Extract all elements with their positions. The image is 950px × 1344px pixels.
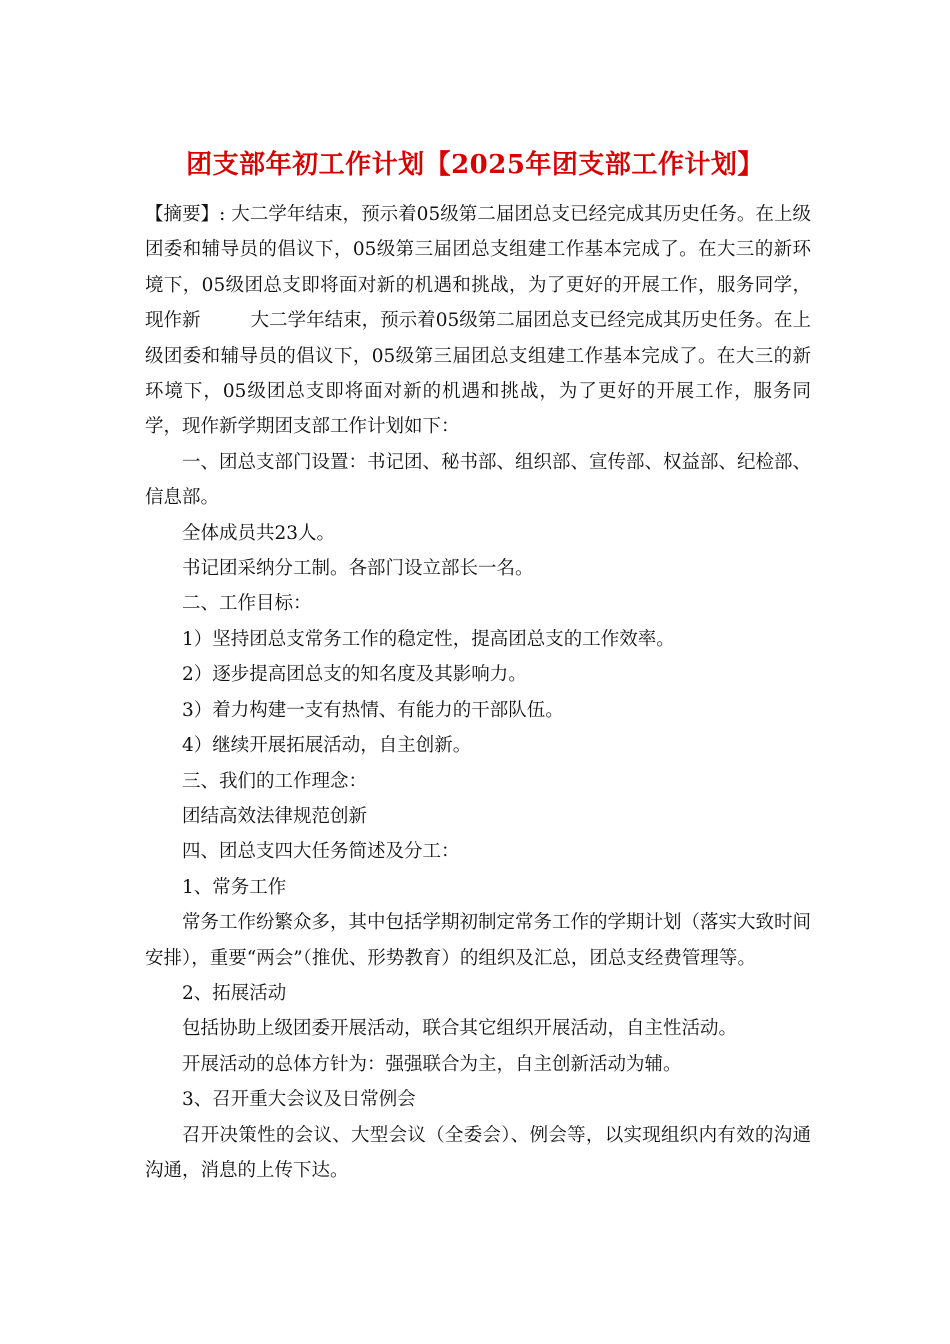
task-heading: 2、拓展活动 — [182, 982, 287, 1004]
section-departments: 一、团总支部门设置：书记团、秘书部、组织部、宣传部、权益部、纪检部、信息部。 — [145, 451, 812, 509]
goal-item: 2）逐步提高团总支的知名度及其影响力。 — [182, 664, 527, 686]
task-heading: 1、常务工作 — [182, 876, 287, 898]
section-philosophy: 三、我们的工作理念： — [182, 770, 368, 792]
goal-item: 3）着力构建一支有热情、有能力的干部队伍。 — [182, 699, 564, 721]
task-description: 包括协助上级团委开展活动，联合其它组织开展活动，自主性活动。 — [182, 1018, 738, 1040]
abstract-continuation: 大二学年结束，预示着05级第二届团总支已经完成其历史任务。在上级团委和辅导员的倡议下，05级第三届团总支组建工作基本完成了。在大三的新环境下，05级团总支即将面对新的机遇和挑战，为了更好的开展工作，服务同学，现作新学期团支部工作计划如下： — [145, 310, 811, 438]
document-title: 团支部年初工作计划【2025年团支部工作计划】 — [186, 150, 764, 180]
division-of-labor: 书记团采纳分工制。各部门设立部长一名。 — [182, 558, 534, 580]
member-count: 全体成员共23人。 — [182, 522, 336, 544]
document-body — [145, 197, 811, 1188]
task-heading: 3、召开重大会议及日常例会 — [182, 1089, 416, 1111]
task-description: 召开决策性的会议、大型会议（全委会）、例会等，以实现组织内有效的沟通沟通，消息的上传下达。 — [145, 1124, 811, 1181]
abstract-paragraph — [145, 197, 811, 445]
philosophy-text: 团结高效法律规范创新 — [182, 805, 368, 827]
goal-item: 4）继续开展拓展活动，自主创新。 — [182, 735, 472, 757]
section-tasks: 四、团总支四大任务简述及分工： — [182, 841, 460, 863]
goal-item: 1）坚持团总支常务工作的稳定性，提高团总支的工作效率。 — [182, 628, 675, 650]
abstract-text: 【摘要】: 大二学年结束，预示着05级第二届团总支已经完成其历史任务。在上级团委和辅导员的倡议下，05级第三届团总支组建工作基本完成了。在大三的新环境下，05级团总支即将面对新的机遇和挑战，为了更好的开展工作，服务同学，现作新 — [145, 204, 811, 332]
task-description: 开展活动的总体方针为：强强联合为主，自主创新活动为辅。 — [182, 1053, 682, 1075]
task-description: 常务工作纷繁众多，其中包括学期初制定常务工作的学期计划（落实大致时间安排），重要“两会”（推优、形势教育）的组织及汇总，团总支经费管理等。 — [145, 912, 812, 969]
section-goals: 二、工作目标： — [182, 593, 312, 615]
